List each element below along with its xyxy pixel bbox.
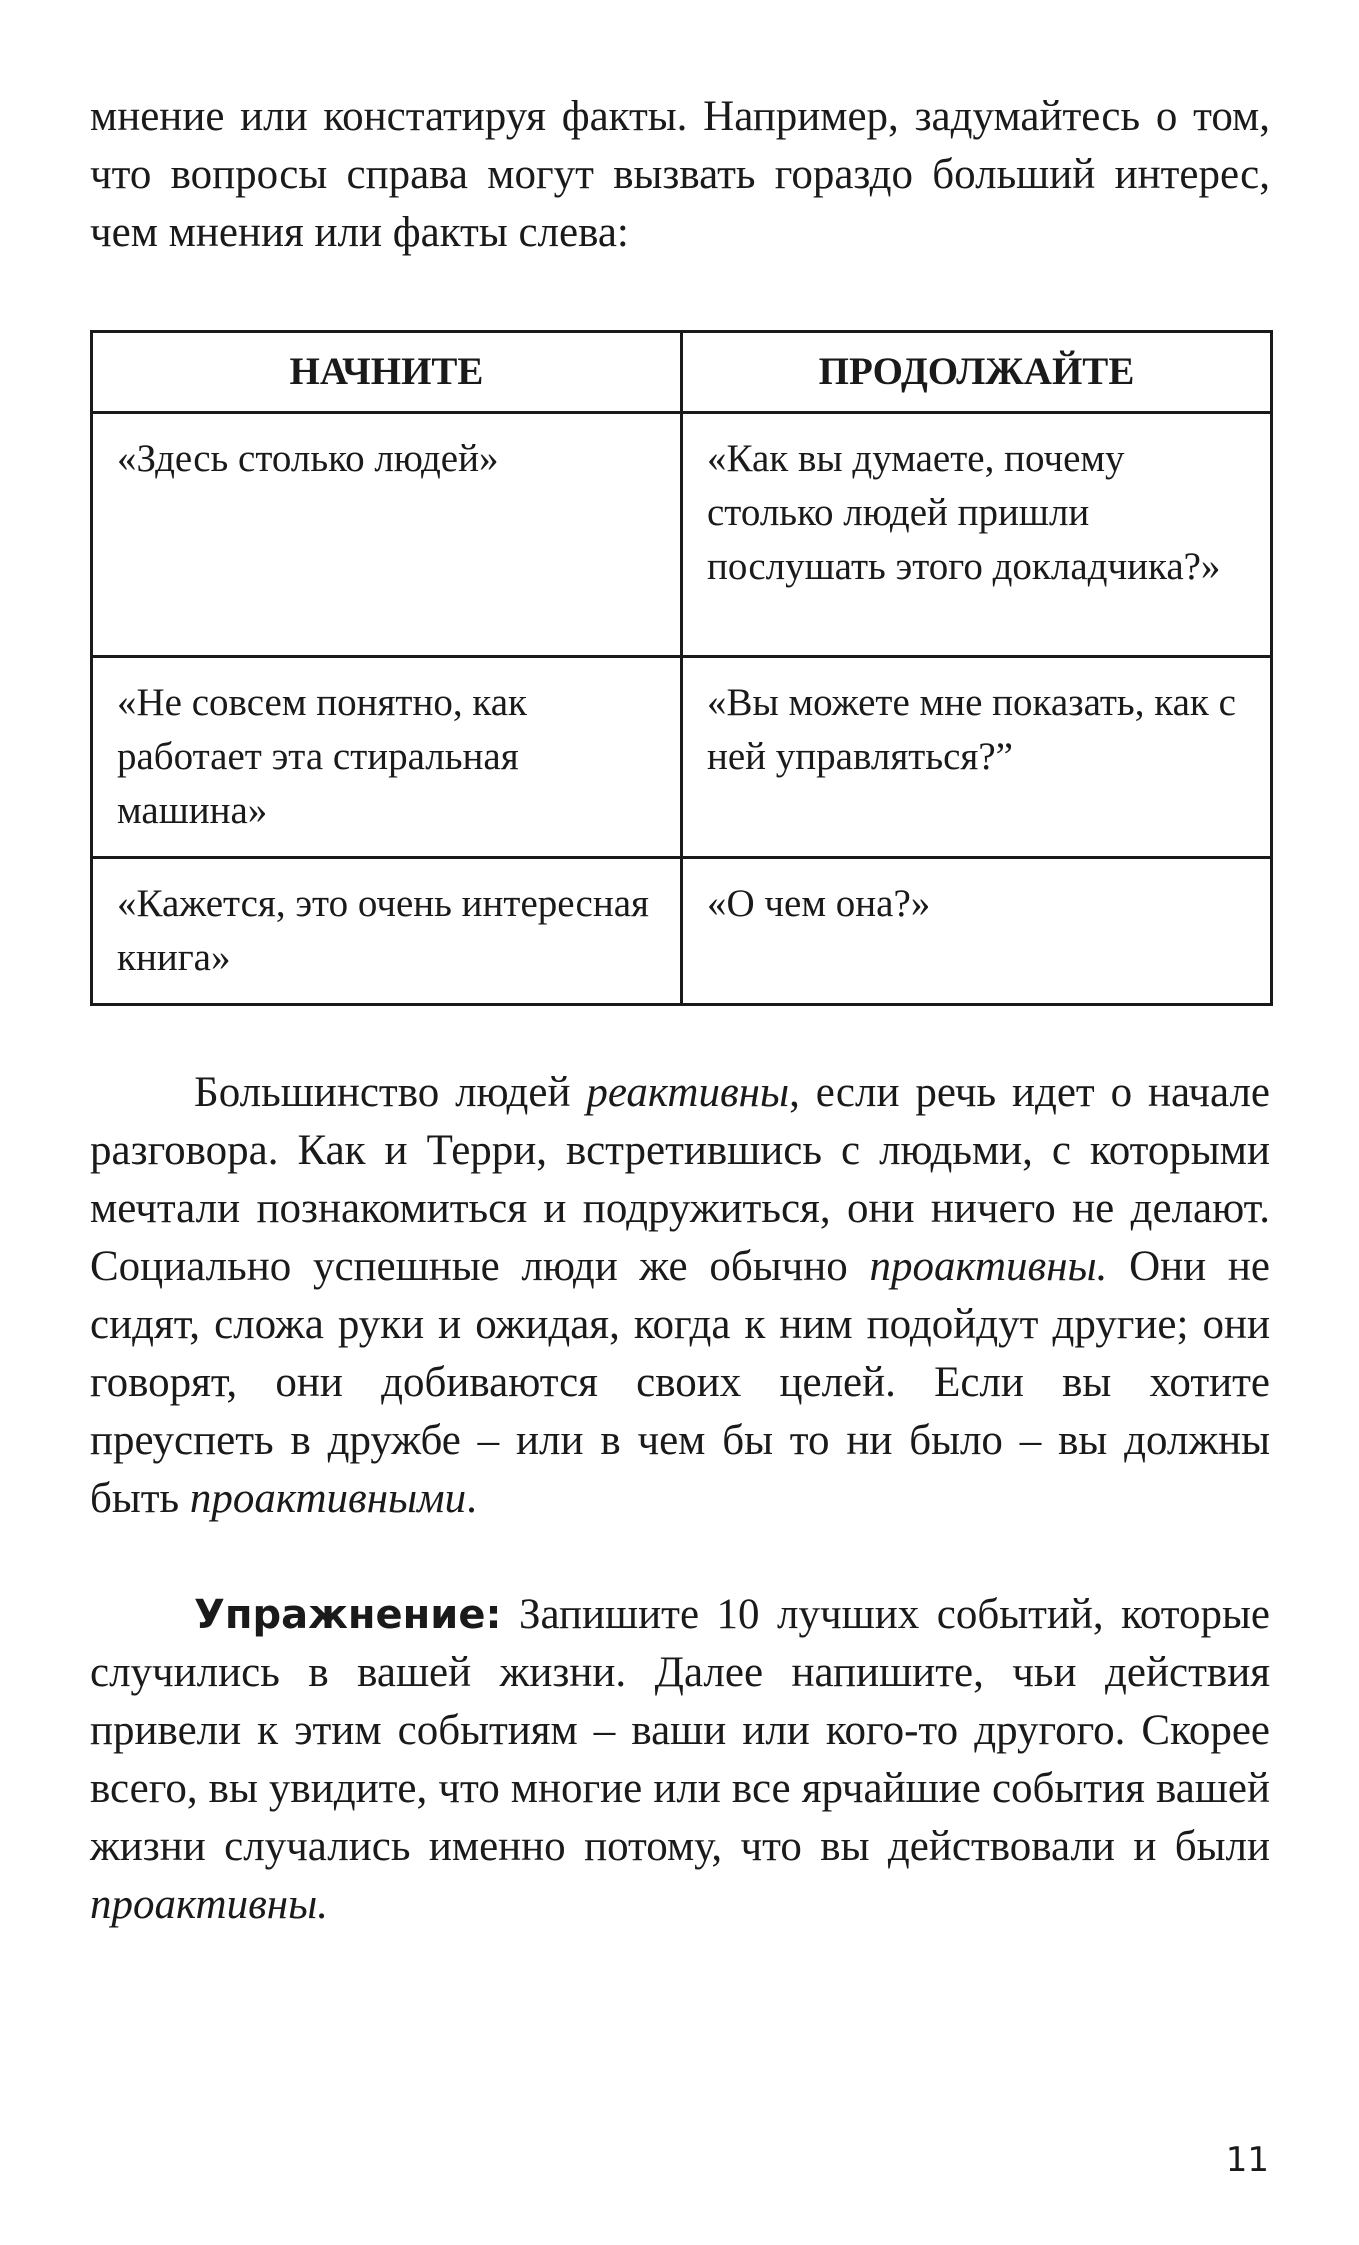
table-cell-start: «Здесь столько людей» bbox=[92, 413, 682, 657]
table-cell-start: «Не совсем понятно, как работает эта стиральная машина» bbox=[92, 657, 682, 858]
exercise-paragraph bbox=[90, 1586, 1270, 1934]
table-row bbox=[92, 858, 1272, 1005]
table-header-row bbox=[92, 332, 1272, 413]
proactivity-paragraph bbox=[90, 1064, 1270, 1528]
page-number: 11 bbox=[1225, 2140, 1269, 2180]
table-row bbox=[92, 413, 1272, 657]
header-continue: ПРОДОЛЖАЙТЕ bbox=[682, 332, 1272, 413]
text-run: Большинство людей bbox=[194, 1069, 587, 1116]
comparison-table bbox=[90, 330, 1273, 1006]
table-cell-start: «Кажется, это очень интересная книга» bbox=[92, 858, 682, 1005]
table-cell-continue: «О чем она?» bbox=[682, 858, 1272, 1005]
header-start: НАЧНИТЕ bbox=[92, 332, 682, 413]
emphasis-reactive: реактивны bbox=[586, 1069, 790, 1116]
emphasis-proactive-end: проактивными bbox=[189, 1475, 467, 1522]
table-row bbox=[92, 657, 1272, 858]
exercise-label: Упражнение: bbox=[194, 1592, 502, 1638]
emphasis-proactive-exercise: проактивны. bbox=[90, 1881, 328, 1928]
page-content bbox=[90, 88, 1270, 1934]
text-run: , если речь идет о начале разговора. Как и Терри, встретившись с людьми, с которыми мечтали познакомиться и подружиться, они ничего не делают. Социально успешные люди же обычно bbox=[90, 1069, 1270, 1290]
table-cell-continue: «Вы можете мне показать, как с ней управляться?” bbox=[682, 657, 1272, 858]
emphasis-proactive: проактивны. bbox=[869, 1243, 1108, 1290]
text-run: Запишите 10 лучших событий, которые случились в вашей жизни. Далее напишите, чьи действия привели к этим событиям – ваши или кого-то другого. Скорее всего, вы увидите, что многие или все ярчайшие события вашей жизни случались именно потому, что вы действовали и были bbox=[90, 1591, 1270, 1870]
table-cell-continue: «Как вы думаете, почему столько людей пришли послушать этого докладчика?» bbox=[682, 413, 1272, 657]
text-run: Они не сидят, сложа руки и ожидая, когда к ним подойдут другие; они говорят, они добиваются своих целей. Если вы хотите преуспеть в дружбе – или в чем бы то ни было – вы должны быть bbox=[90, 1243, 1270, 1522]
intro-paragraph: мнение или констатируя факты. Например, задумайтесь о том, что вопросы справа могут вызвать гораздо больший интерес, чем мнения или факты слева: bbox=[90, 93, 1270, 256]
text-run: . bbox=[466, 1475, 477, 1522]
